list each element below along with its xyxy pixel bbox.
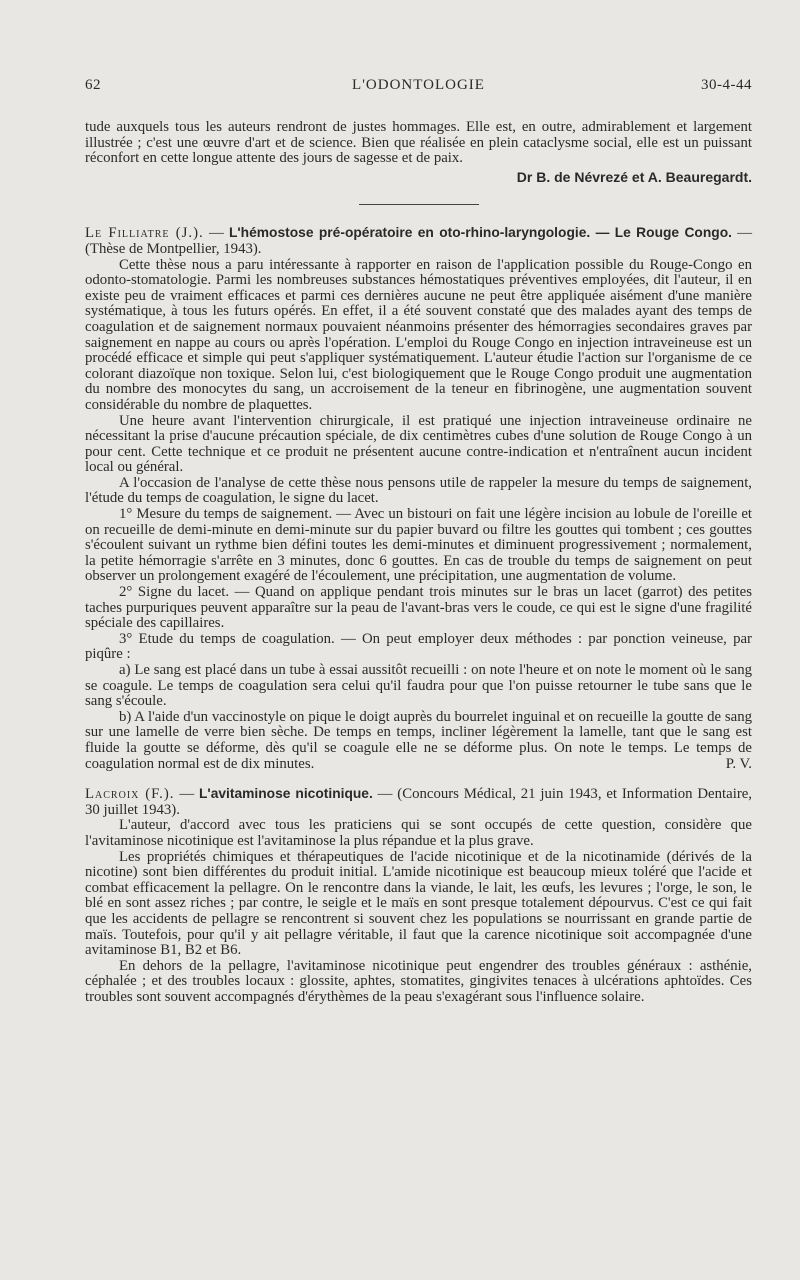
review2-author: Lacroix (F.).: [85, 786, 175, 803]
page-number: 62: [85, 77, 101, 93]
page-body: [85, 120, 752, 1005]
review1-paragraph: 1° Mesure du temps de saignement. — Avec un bistouri on fait une légère incision au lobule de l'oreille et on recueille de demi-minute en demi-minute sur du papier buvard ou filtre les gouttes qui tombent ; ces gouttes s'écoulent suivant un rythme bien défini toutes les demi-minutes et diminuent progressivement ; normalement, la petite hémorragie s'arrête en 3 minutes, donc 6 gouttes. En cas de trouble du temps de saignement on peut observer un prolongement exagéré de l'écoulement, une précipitation, une augmentation de volume.: [85, 506, 752, 585]
review2-title: L'avitaminose nicotinique.: [198, 786, 373, 802]
review1-title: L'hémostose pré-opératoire en oto-rhino-laryngologie. — Le Rouge Congo.: [228, 225, 732, 241]
review2-source: — (Concours Médical, 21 juin 1943, et Information Dentaire, 30 juillet 1943).: [85, 786, 753, 818]
review2-paragraph: En dehors de la pellagre, l'avitaminose nicotinique peut engendrer des troubles généraux : asthénie, céphalée ; et des troubles locaux : glossite, aphtes, stomatites, gingivites tenaces à ulcérations aphtoïdes. Ces troubles sont souvent accompagnés d'érythèmes de la peau s'exagérant sous l'influence solaire.: [85, 957, 752, 1005]
page-header: [85, 77, 752, 97]
review1-heading: [85, 225, 752, 257]
intro-signature: Dr B. de Névrezé et A. Beauregardt.: [516, 168, 752, 185]
review2-paragraph: Les propriétés chimiques et thérapeutiques de l'acide nicotinique et de la nicotinamide (dérivés de la nicotine) sont bien différentes du produit initial. L'amide nicotinique est beaucoup mieux toléré que l'acide et combat efficacement la pellagre. On le rencontre dans la viande, le lait, les œufs, les levures ; l'orge, le son, le blé en sont assez riches ; par contre, le seigle et le maïs en sont presque totalement dépourvus. C'est ce qui fait que les accidents de pellagre se rencontrent si souvent chez les populations se nourrissant en grande partie de maïs. Toutefois, pour qu'il y ait pellagre véritable, il faut que la carence nicotinique soit accompagnée d'une avitaminose B1, B2 et B6.: [85, 848, 752, 959]
review2-dash: —: [174, 786, 199, 803]
review1-paragraph: 3° Etude du temps de coagulation. — On peut employer deux méthodes : par ponction veineuse, par piqûre :: [85, 630, 752, 663]
review1-last-text: b) A l'aide d'un vaccinostyle on pique le doigt auprès du bourrelet inguinal et on recueille la goutte de sang sur une lamelle de verre bien sèche. De temps en temps, incliner légèrement la lamelle, tant que le sang est fluide la goutte se déforme, dès qu'il se coagule elle ne se déforme plus. On note le temps. Le temps de coagulation normal est de dix minutes.: [85, 708, 752, 772]
review1-paragraph: 2° Signe du lacet. — Quand on applique pendant trois minutes sur le bras un lacet (garrot) des petites taches purpuriques peuvent apparaître sur la peau de l'avant-bras vers le coude, ce qui est le signe d'une fragilité spéciale des capillaires.: [85, 584, 752, 632]
review1-paragraph: A l'occasion de l'analyse de cette thèse nous pensons utile de rappeler la mesure du temps de saignement, l'étude du temps de coagulation, le signe du lacet.: [85, 474, 752, 507]
review2-paragraph: L'auteur, d'accord avec tous les praticiens qui se sont occupés de cette question, considère que l'avitaminose nicotinique est l'avitaminose la plus répandue et la plus grave.: [85, 817, 752, 849]
issue-date: 30-4-44: [701, 77, 752, 93]
review1-paragraph: Une heure avant l'intervention chirurgicale, il est pratiqué une injection intraveineuse ordinaire ne nécessitant la prise d'aucune précaution spéciale, de dix centimètres cubes d'une solution de Rouge Congo à un pour cent. Cette technique et ce produit ne présentent aucune contre-indication et n'entraînent aucun incident local ou général.: [85, 412, 752, 476]
intro-paragraph: tude auxquels tous les auteurs rendront de justes hommages. Elle est, en outre, admirablement et largement illustrée ; c'est une œuvre d'art et de science. Bien que réalisée en plein cataclysme social, elle est un puissant réconfort en cette longue attente des jours de sagesse et de paix.: [85, 119, 752, 167]
journal-title: L'ODONTOLOGIE: [352, 77, 485, 93]
review1-paragraph: [85, 710, 752, 772]
review1-source: — (Thèse de Montpellier, 1943).: [85, 225, 752, 257]
review1-dash: —: [203, 225, 229, 242]
review1-author: Le Filliatre (J.).: [85, 225, 204, 242]
section-divider: [359, 204, 479, 205]
review1-paragraph: Cette thèse nous a paru intéressante à rapporter en raison de l'application possible du Rouge-Congo en odonto-stomatologie. Parmi les nombreuses substances hémostatiques préventives employées, dit l'auteur, il en existe peu de vraiment efficaces et parmi ces dernières aucune ne peut être appliquée aisément d'une manière systématique, à tous les futurs opérés. En effet, il a été souvent constaté que des malades ayant des temps de coagulation et de saignement normaux pouvaient néanmoins présenter des hémorragies secondaires graves par saignement en nappe au cours ou après l'opération. L'emploi du Rouge Congo en injection intraveineuse est un procédé efficace et simple qui peut s'appliquer systématiquement. L'auteur étudie l'action sur l'organisme de ce colorant diazoïque non toxique. Selon lui, c'est biologiquement que le Rouge Congo produit une augmentation du nombre des monocytes du sang, un accroisement de la teneur en fibrinogène, une augmentation souvent considérable du nombre de plaquettes.: [85, 256, 752, 413]
spacer: [85, 772, 752, 786]
review1-initials: P. V.: [725, 755, 752, 772]
review2-heading: [85, 786, 752, 818]
review1-paragraph: a) Le sang est placé dans un tube à essai aussitôt recueilli : on note l'heure et on note le moment où le sang se coagule. Le temps de coagulation sera celui qu'il faudra pour que l'on puisse retourner le tube sans que le sang s'écoule.: [85, 662, 752, 710]
